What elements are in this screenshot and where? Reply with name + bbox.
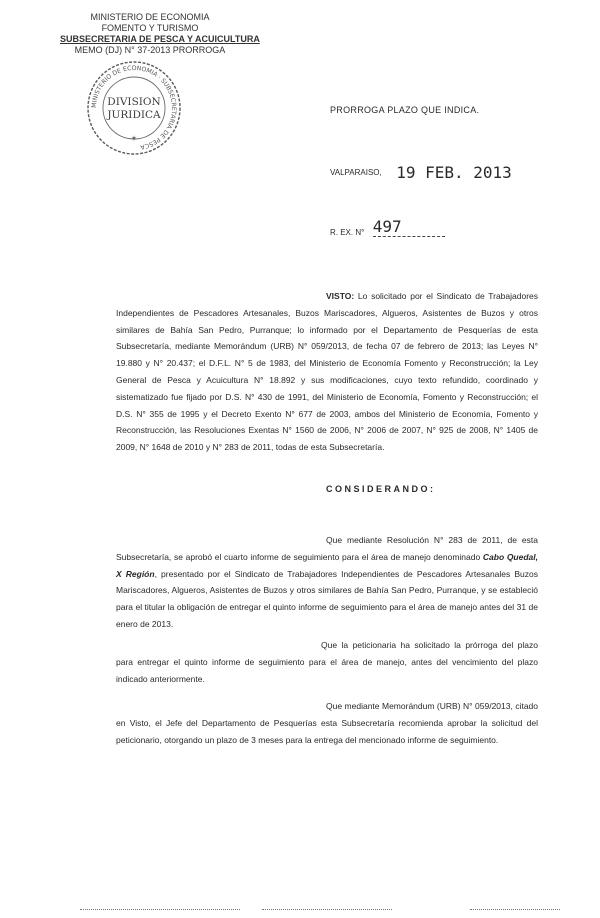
visto-text: Lo solicitado por el Sindicato de Trabajadores Independientes de Pescadores Artesanales, Buzos Mariscadores, Algueros, Asistentes de Buzos y otros similares de Bahía San Pedro, Purranque; lo informado por el Departamento de Pesquerías de esta Subsecretaría, mediante Memorándum (URB) N° 059/2013, de fecha 07 de febrero de 2013; las Leyes N° 19.880 y N° 20.437; el D.F.L. N° 5 de 1983, del Ministerio de Economía Fomento y Reconstrucción; la Ley General de Pesca y Acuicultura N° 18.892 y sus modificaciones, cuyo texto refundido, coordinado y sistematizado fue fijado por D.S. N° 430 de 1991, del Ministerio de Economía, Fomento y Reconstrucción; el D.S. N° 355 de 1995 y el Decreto Exento N° 677 de 2003, ambos del Ministerio de Economía, Fomento y Reconstrucción, las Resoluciones Exentas N° 1560 de 2006, N° 2006 de 2007, N° 925 de 2008, N° 1405 de 2009, N° 1648 de 2010 y N° 283 de 2011, todas de esta Subsecretaría. — [116, 291, 538, 453]
stamp-star-icon: ✶ — [130, 134, 138, 143]
resolution-number: 497 — [373, 217, 445, 237]
considerando-1-post: , presentado por el Sindicato de Trabajadores Independientes de Pescadores Artesanales Buzos Mariscadores, Algueros, Asistentes de Buzos y otros similares de Bahía San Pedro, Purranque, y se estableció para el titular la obligación de entregar el quinto informe de seguimiento para el área de manejo antes del 31 de enero de 2013. — [116, 568, 538, 629]
stamp-line-2: JURIDICA — [107, 109, 161, 121]
resolution-label: R. EX. N° — [330, 228, 365, 237]
considerando-paragraph-3: Que mediante Memorándum (URB) N° 059/2013, citado en Visto, el Jefe del Departamento de Pesquerías esta Subsecretaría recomienda aprobar la solicitud del peticionario, otorgando un plazo de 3 meses para la entrega del mencionado informe de seguimiento. — [116, 701, 538, 745]
considerando-1-pre: Que mediante Resolución N° 283 de 2011, de esta Subsecretaría, se aprobó el cuarto informe de seguimiento para el área de manejo denominado — [116, 535, 538, 562]
ministry-name: MINISTERIO DE ECONOMIA — [90, 12, 210, 22]
footer-rule-left — [80, 909, 240, 910]
considerando-paragraph-2: Que la peticionaria ha solicitado la prórroga del plazo para entregar el quinto informe de seguimiento para el área de manejo, antes del vencimiento del plazo indicado anteriormente. — [116, 640, 538, 684]
date-stamp: 19 FEB. 2013 — [396, 163, 512, 182]
stamp-line-1: DIVISION — [107, 96, 161, 108]
place-and-date — [330, 163, 512, 182]
considerando-heading: CONSIDERANDO: — [326, 484, 436, 494]
document-subject: PRORROGA PLAZO QUE INDICA. — [330, 105, 480, 115]
footer-rule-center — [262, 909, 392, 910]
footer-rule-right — [470, 909, 560, 910]
memo-reference: MEMO (DJ) N° 37-2013 PRORROGA — [74, 45, 226, 55]
resolution-number-row — [330, 217, 445, 237]
considerando-paragraph-1 — [116, 532, 538, 633]
subsecretaria-name: SUBSECRETARIA DE PESCA Y ACUICULTURA — [60, 34, 260, 44]
area-name: Cabo Quedal, X Región — [116, 551, 538, 579]
visto-paragraph — [116, 288, 538, 456]
place-label: VALPARAISO, — [330, 168, 382, 177]
division-juridica-stamp — [84, 58, 184, 158]
stamp-inner-ring — [103, 77, 165, 139]
stamp-ring-text: MINISTERIO DE ECONOMIA · SUBSECRETARIA DE PESCA — [90, 64, 178, 151]
visto-lead: VISTO: — [326, 291, 355, 301]
letterhead — [60, 12, 260, 56]
ministry-tourism: FOMENTO Y TURISMO — [101, 23, 199, 33]
